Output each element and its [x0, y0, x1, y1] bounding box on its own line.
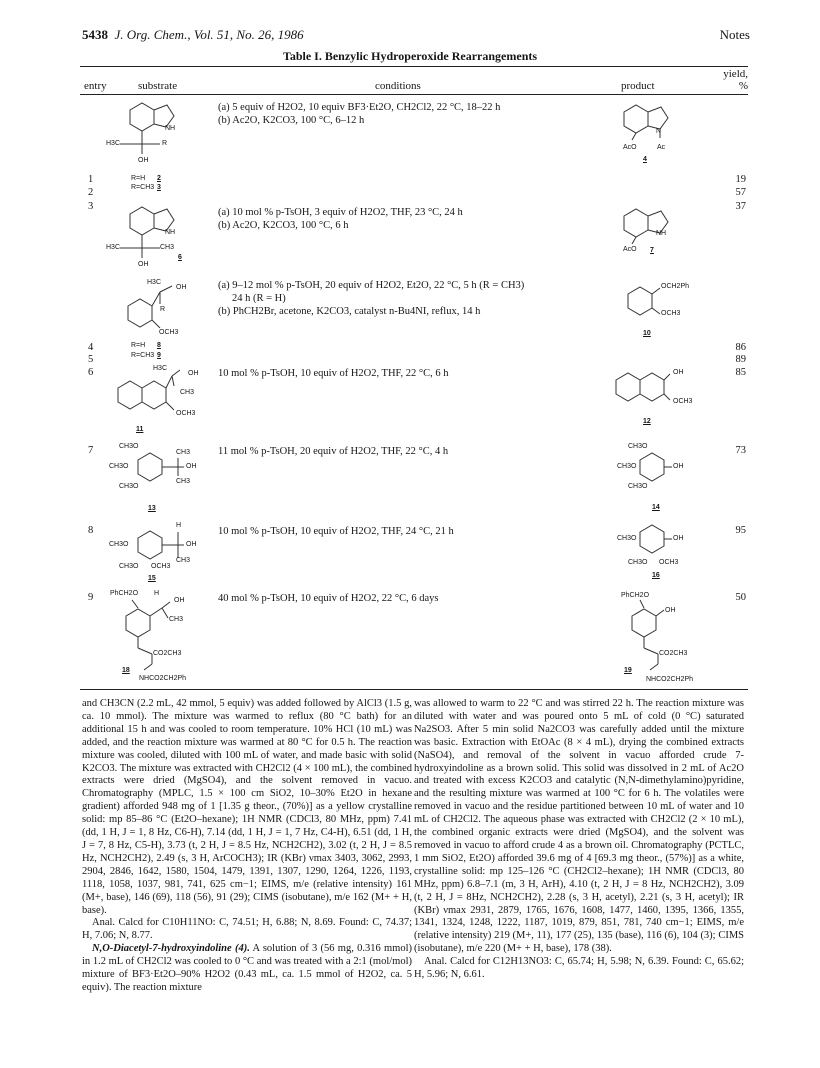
conditions: 11 mol % p-TsOH, 20 equiv of H2O2, THF, 22 °C, 4 h [218, 446, 449, 457]
conditions-a: (a) 9–12 mol % p-TsOH, 20 equiv of H2O2, Et2O, 22 °C, 5 h (R = CH3) [218, 280, 525, 291]
table-top-rule [80, 66, 748, 67]
product-compound-number: 7 [650, 247, 654, 254]
atom-label: CH3O [119, 483, 139, 490]
yield-value: 50 [735, 592, 746, 603]
substituent-label: R=H [131, 175, 146, 182]
atom-label: R [162, 140, 168, 147]
atom-label: CH3O [628, 483, 648, 490]
compound-number: 18 [122, 667, 130, 674]
atom-label: OCH3 [661, 310, 681, 317]
atom-label: CH3O [109, 463, 129, 470]
paragraph-text: A solution of 3 (56 mg, 0.316 mmol) in 1.2 mL of CH2Cl2 was cooled to 0 °C and was treated with a 2:1 (mol/mol) mixture of BF3·Et2O–90% H2O2 (0.43 mL, ca. 1.5 mmol of H2O2, ca. 5 equiv). The reaction mixture [82, 943, 413, 993]
entry-number: 9 [88, 592, 94, 603]
conditions-a-cont: 24 h (R = H) [232, 293, 286, 304]
product-structure [618, 524, 708, 584]
conditions-b: (b) Ac2O, K2CO3, 100 °C, 6–12 h [218, 115, 365, 126]
atom-label: CH3O [109, 541, 129, 548]
product-compound-number: 4 [643, 156, 647, 163]
atom-label: OCH3 [659, 559, 679, 566]
atom-label: CH3O [628, 559, 648, 566]
atom-label: CH3 [160, 244, 175, 251]
col-entry: entry [84, 80, 107, 92]
atom-label: H3C [153, 365, 168, 372]
paragraph: was allowed to warm to 22 °C and was stirred 22 h. The reaction mixture was diluted with water and was poured onto 5 mL of cold (0 °C) saturated Na2SO3. After 5 min solid Na2CO3 was carefully added until the mixture was basic. Extraction with EtOAc (8 × 4 mL), drying the combined extracts (NaSO4), and removal of the solvent in vacuo afforded crude 7-hydroxyindoline as a brown solid. This solid was dissolved in 2 mL of Ac2O and treated with excess K2CO3 and catalytic (N,N-dimethylamino)pyridine, and the resulting mixture was warmed at 100 °C for 6 h. The volatiles were removed in vacuo and the residue partitioned between 10 mL of water and 10 mL of CH2Cl2. The aqueous phase was extracted with CH2Cl2 (2 × 10 mL), the combined organic extracts were dried (MgSO4), and the solvent was removed in vacuo to afford crude 4 as a brown oil. Chromatography (PCTLC, 1 mm SiO2, Et2O) afforded 39.6 mg of 4 [69.3 mg theor., (57%)] as a white, crystalline solid: mp 125–126 °C (CH2Cl2–hexane); 1H NMR (CDCl3, 80 MHz, ppm) 6.8–7.1 (m, 3 H, ArH), 4.10 (t, 2 H, J = 8 Hz, NCH2CH2), 3.09 (t, 2 H, J = 8Hz, NCH2CH2), 2.28 (s, 3 H, acetyl), 2.21 (s, 3 H, acetyl); IR (KBr) νmax 2931, 2879, 1765, 1676, 1608, 1477, 1460, 1395, 1366, 1355, 1341, 1324, 1248, 1222, 1187, 1019, 879, 851, 781, 740 cm−1; EIMS, m/e (relative intensity) 219 (M+, 11), 177 (25), 135 (base), 116 (6), 104 (3); CIMS (isobutane), m/e 220 (M+ + H, base), 178 (38). [414, 698, 744, 955]
paragraph: Anal. Calcd for C10H11NO: C, 74.51; H, 6.88; N, 8.69. Found: C, 74.37; H, 7.06; N, 8.77. [82, 917, 412, 942]
atom-label: OH [138, 261, 149, 268]
entry-number: 8 [88, 525, 94, 536]
atom-label: OH [673, 369, 684, 376]
compound-number: 13 [148, 505, 156, 512]
atom-label: OH [176, 284, 187, 291]
substrate-structure [110, 96, 200, 166]
product-compound-number: 12 [643, 418, 651, 425]
paragraph [82, 943, 412, 995]
atom-label: OH [673, 535, 684, 542]
atom-label: Ac [657, 144, 666, 151]
product-structure [618, 444, 708, 504]
atom-label: CH3 [176, 557, 191, 564]
atom-label: CH3 [180, 389, 195, 396]
atom-label: OH [138, 157, 149, 164]
atom-label: CH3 [169, 616, 184, 623]
conditions: 40 mol % p-TsOH, 10 equiv of H2O2, 22 °C, 6 days [218, 593, 439, 604]
compound-number: 3 [157, 184, 161, 191]
substituent-label: R=CH3 [131, 352, 155, 359]
yield-value: 57 [735, 187, 746, 198]
conditions-b: (b) PhCH2Br, acetone, K2CO3, catalyst n-Bu4NI, reflux, 14 h [218, 306, 481, 317]
product-compound-number: 16 [652, 572, 660, 579]
atom-label: CO2CH3 [153, 650, 182, 657]
compound-number: 2 [157, 175, 161, 182]
atom-label: OH [188, 370, 199, 377]
yield-value: 89 [735, 354, 746, 365]
atom-label: OCH3 [151, 563, 171, 570]
atom-label: CH3O [119, 563, 139, 570]
atom-label: NHCO2CH2Ph [139, 675, 187, 682]
atom-label: H3C [147, 279, 162, 286]
col-yield: yield, % [723, 68, 748, 92]
atom-label: AcO [623, 144, 637, 151]
body-left-column [82, 698, 412, 995]
paragraph: Anal. Calcd for C12H13NO3: C, 65.74; H, 5.98; N, 6.39. Found: C, 65.62; H, 5.96; N, 6.61. [414, 956, 744, 981]
product-compound-number: 14 [652, 504, 660, 511]
col-conditions: conditions [375, 80, 421, 92]
atom-label: OH [665, 607, 676, 614]
atom-label: AcO [623, 246, 637, 253]
atom-label: OCH3 [673, 398, 693, 405]
entry-number: 5 [88, 354, 94, 365]
col-product: product [621, 80, 655, 92]
atom-label: OH [186, 541, 197, 548]
entry-number: 2 [88, 187, 94, 198]
entry-number: 7 [88, 445, 94, 456]
substituent-label: R=H [131, 342, 146, 349]
compound-number: 11 [136, 426, 144, 433]
conditions-b: (b) Ac2O, K2CO3, 100 °C, 6 h [218, 220, 349, 231]
yield-value: 85 [735, 367, 746, 378]
atom-label: CH3O [617, 535, 637, 542]
atom-label: CO2CH3 [659, 650, 688, 657]
substrate-structure [110, 524, 210, 594]
atom-label: NHCO2CH2Ph [646, 676, 694, 683]
yield-value: 19 [735, 174, 746, 185]
page-number: 5438 [82, 27, 108, 42]
compound-number: 8 [157, 342, 161, 349]
product-compound-number: 10 [643, 330, 651, 337]
atom-label: H3C [106, 244, 121, 251]
atom-label: CH3 [176, 478, 191, 485]
atom-label: CH3O [617, 463, 637, 470]
paragraph: and CH3CN (2.2 mL, 42 mmol, 5 equiv) was added followed by AlCl3 (1.5 g, ca. 10 mmol). The mixture was warmed to reflux (80 °C bath) for an additional 15 h and was cooled to room temperature. 10% HCl (10 mL) was added, and the reaction mixture was warmed at 80 °C for 0.5 h. The reaction mixture was cooled, diluted with 100 mL of water, and made basic with solid K2CO3. The mixture was extracted with CH2Cl2 (4 × 100 mL), the combined extracts were dried (MgSO4), and the solvent removed in vacuo. Chromatography (MPLC, 1.5 × 100 cm SiO2, 10–30% Et2O in hexane gradient) afforded 948 mg of 1 [1.35 g theor., (70%)] as a yellow crystalline solid: mp 85–86 °C (Et2O–hexane); 1H NMR (CDCl3, 80 MHz, ppm) 7.41 (dd, 1 H, J = 1, 8 Hz, C6-H), 7.14 (dd, 1 H, J = 1, 7 Hz, C4-H), 6.51 (dd, 1 H, J = 7, 8 Hz, C5-H), 3.73 (t, 2 H, J = 8.5 Hz, NCH2CH2), 3.02 (t, 2 H, J = 8.5 Hz, NCH2CH2), 2.49 (s, 3 H, ArCOCH3); IR (KBr) νmax 3403, 3062, 2993, 2904, 2846, 1642, 1580, 1504, 1479, 1391, 1307, 1290, 1264, 1226, 1193, 1118, 1058, 1037, 981, 741, 625 cm−1; EIMS, m/e (relative intensity) 161 (M+, base), 146 (69), 118 (56), 91 (29); CIMS (isobutane), m/e 162 (M+ + H, base). [82, 698, 412, 916]
section-label: Notes [719, 27, 750, 42]
table-title: Table I. Benzylic Hydroperoxide Rearrangements [282, 49, 538, 63]
atom-label: OCH3 [176, 410, 196, 417]
section-heading: N,O-Diacetyl-7-hydroxyindoline (4). [92, 943, 250, 955]
atom-label: CH3 [176, 449, 191, 456]
yield-value: 95 [735, 525, 746, 536]
yield-value: 37 [735, 201, 746, 212]
atom-label: OH [174, 597, 185, 604]
yield-value: 86 [735, 342, 746, 353]
atom-label: NH [165, 229, 176, 236]
atom-label: OCH3 [159, 329, 179, 336]
entry-number: 6 [88, 367, 94, 378]
atom-label: OCH2Ph [661, 283, 690, 290]
atom-label: N [656, 128, 662, 135]
compound-number: 6 [178, 254, 182, 261]
col-substrate: substrate [138, 80, 178, 92]
substituent-label: R=CH3 [131, 184, 155, 191]
atom-label: PhCH2O [621, 592, 650, 599]
product-structure [612, 364, 702, 424]
atom-label: OH [186, 463, 197, 470]
atom-label: NH [656, 230, 667, 237]
table-header-rule [80, 94, 748, 95]
entry-number: 3 [88, 201, 94, 212]
atom-label: CH3O [628, 443, 648, 450]
atom-label: CH3O [119, 443, 139, 450]
substrate-structure [110, 276, 200, 346]
conditions: 10 mol % p-TsOH, 10 equiv of H2O2, THF, 22 °C, 6 h [218, 368, 449, 379]
substrate-structure [110, 200, 200, 270]
atom-label: H [176, 522, 182, 529]
atom-label: R [160, 306, 166, 313]
product-compound-number: 19 [624, 667, 632, 674]
atom-label: H [154, 590, 160, 597]
atom-label: PhCH2O [110, 590, 139, 597]
running-header [82, 27, 304, 43]
body-right-column [414, 698, 744, 982]
conditions-a: (a) 5 equiv of H2O2, 10 equiv BF3·Et2O, CH2Cl2, 22 °C, 18–22 h [218, 102, 501, 113]
compound-number: 15 [148, 575, 156, 582]
substrate-structure [110, 444, 210, 514]
conditions-a: (a) 10 mol % p-TsOH, 3 equiv of H2O2, THF, 23 °C, 24 h [218, 207, 463, 218]
entry-number: 4 [88, 342, 94, 353]
entry-number: 1 [88, 174, 94, 185]
compound-number: 9 [157, 352, 161, 359]
product-structure [618, 590, 708, 690]
atom-label: NH [165, 125, 176, 132]
atom-label: OH [673, 463, 684, 470]
yield-value: 73 [735, 445, 746, 456]
atom-label: H3C [106, 140, 121, 147]
journal-citation: J. Org. Chem., Vol. 51, No. 26, 1986 [114, 27, 304, 42]
conditions: 10 mol % p-TsOH, 10 equiv of H2O2, THF, 24 °C, 21 h [218, 526, 454, 537]
